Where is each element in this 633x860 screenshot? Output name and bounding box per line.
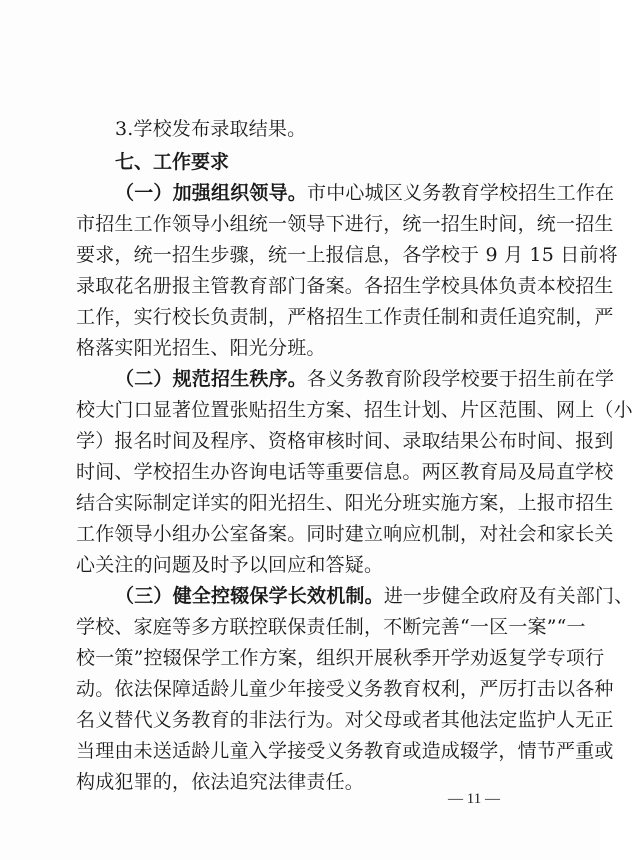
paragraph-3-line-1: （三）健全控辍保学长效机制。进一步健全政府及有关部门、 (115, 585, 633, 607)
paragraph-2-line-3: 学）报名时间及程序、资格审核时间、录取结果公布时间、报到 (76, 430, 614, 452)
subsection-3-title: （三）健全控辍保学长效机制。 (115, 585, 384, 607)
section-heading: 七、工作要求 (115, 151, 230, 173)
result-item: 3.学校发布录取结果。 (115, 118, 307, 140)
paragraph-1-line-3: 要求，统一招生步骤，统一上报信息，各学校于 9 月 15 日前将 (76, 244, 618, 266)
paragraph-1-line-5: 工作，实行校长负责制，严格招生工作责任制和责任追究制，严 (76, 306, 614, 328)
paragraph-1-line-1: （一）加强组织领导。市中心城区义务教育学校招生工作在 (115, 182, 615, 204)
paragraph-2-line-1: （二）规范招生秩序。各义务教育阶段学校要于招生前在学 (115, 368, 615, 390)
paragraph-2-line-6: 工作领导小组办公室备案。同时建立响应机制，对社会和家长关 (76, 523, 614, 545)
paragraph-1-line-6: 格落实阳光招生、阳光分班。 (76, 337, 326, 359)
paragraph-2-line-7: 心关注的问题及时予以回应和答疑。 (76, 554, 384, 576)
subsection-2-title: （二）规范招生秩序。 (115, 368, 308, 390)
paragraph-1-line-4: 录取花名册报主管教育部门备案。各招生学校具体负责本校招生 (76, 275, 614, 297)
paragraph-3-line-2: 学校、家庭等多方联控联保责任制，不断完善“一区一案”“一 (76, 616, 586, 638)
paragraph-1-line-2: 市招生工作领导小组统一领导下进行，统一招生时间，统一招生 (76, 213, 614, 235)
paragraph-3-line-3: 校一策”控辍保学工作方案，组织开展秋季开学劝返复学专项行 (76, 647, 605, 669)
paragraph-2-line-4: 时间、学校招生办咨询电话等重要信息。两区教育局及局直学校 (76, 461, 614, 483)
paragraph-3-line-6: 当理由未送适龄儿童入学接受义务教育或造成辍学，情节严重或 (76, 740, 614, 762)
paragraph-2-line-2: 校大门口显著位置张贴招生方案、招生计划、片区范围、网上（小 (76, 399, 633, 421)
page-number: — 11 — (448, 791, 500, 807)
subsection-1-title: （一）加强组织领导。 (115, 182, 308, 204)
paragraph-3-line-4: 动。依法保障适龄儿童少年接受义务教育权利，严厉打击以各种 (76, 678, 614, 700)
paragraph-3-line-5: 名义替代义务教育的非法行为。对父母或者其他法定监护人无正 (76, 709, 614, 731)
paragraph-2-line-5: 结合实际制定详实的阳光招生、阳光分班实施方案，上报市招生 (76, 492, 614, 514)
paragraph-3-line-7: 构成犯罪的，依法追究法律责任。 (76, 771, 365, 793)
